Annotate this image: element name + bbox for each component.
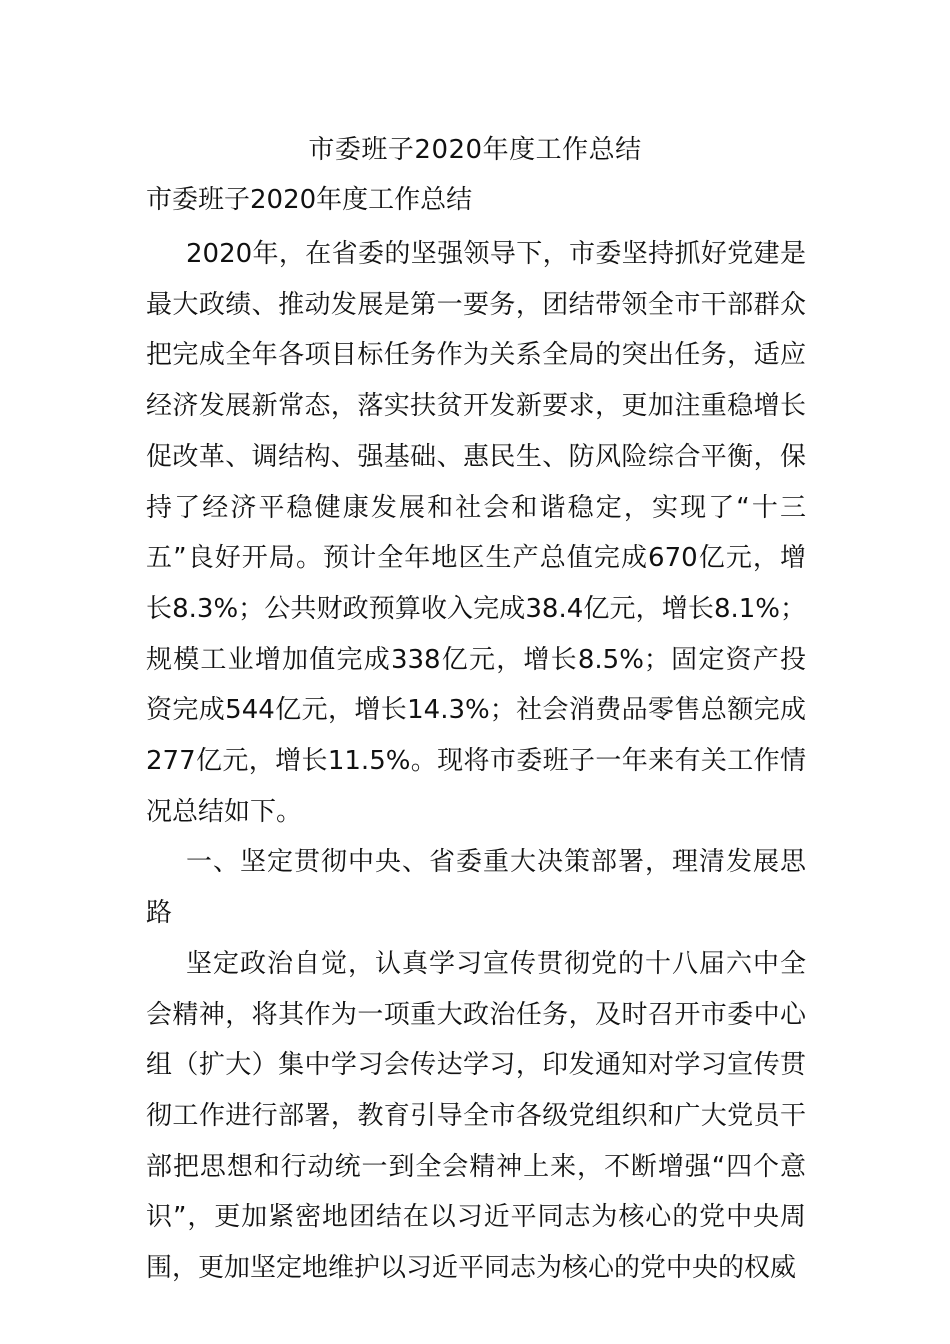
document-body bbox=[146, 179, 806, 1294]
document-subtitle: 市委班子2020年度工作总结 bbox=[146, 185, 473, 215]
document-title: 市委班子2020年度工作总结 bbox=[308, 135, 642, 165]
body-paragraph: 坚定政治自觉，认真学习宣传贯彻党的十八届六中全会精神，将其作为一项重大政治任务，及时召开市委中心组（扩大）集中学习会传达学习，印发通知对学习宣传贯彻工作进行部署，教育引导全市各级党组织和广大党员干部把思想和行动统一到全会精神上来，不断增强“四个意识”，更加紧密地团结在以习近平同志为核心的党中央周围，更加坚定地维护以习近平同志为核心的党中央的权威 bbox=[146, 948, 806, 1284]
section-heading: 一、坚定贯彻中央、省委重大决策部署，理清发展思路 bbox=[146, 847, 806, 929]
body-paragraph: 2020年，在省委的坚强领导下，市委坚持抓好党建是最大政绩、推动发展是第一要务，团结带领全市干部群众把完成全年各项目标任务作为关系全局的突出任务，适应经济发展新常态，落实扶贫开发新要求，更加注重稳增长促改革、调结构、强基础、惠民生、防风险综合平衡，保持了经济平稳健康发展和社会和谐稳定，实现了“十三五”良好开局。预计全年地区生产总值完成670亿元，增长8.3%；公共财政预算收入完成38.4亿元，增长8.1%；规模工业增加值完成338亿元，增长8.5%；固定资产投资完成544亿元，增长14.3%；社会消费品零售总额完成277亿元，增长11.5%。现将市委班子一年来有关工作情况总结如下。 bbox=[146, 239, 806, 827]
